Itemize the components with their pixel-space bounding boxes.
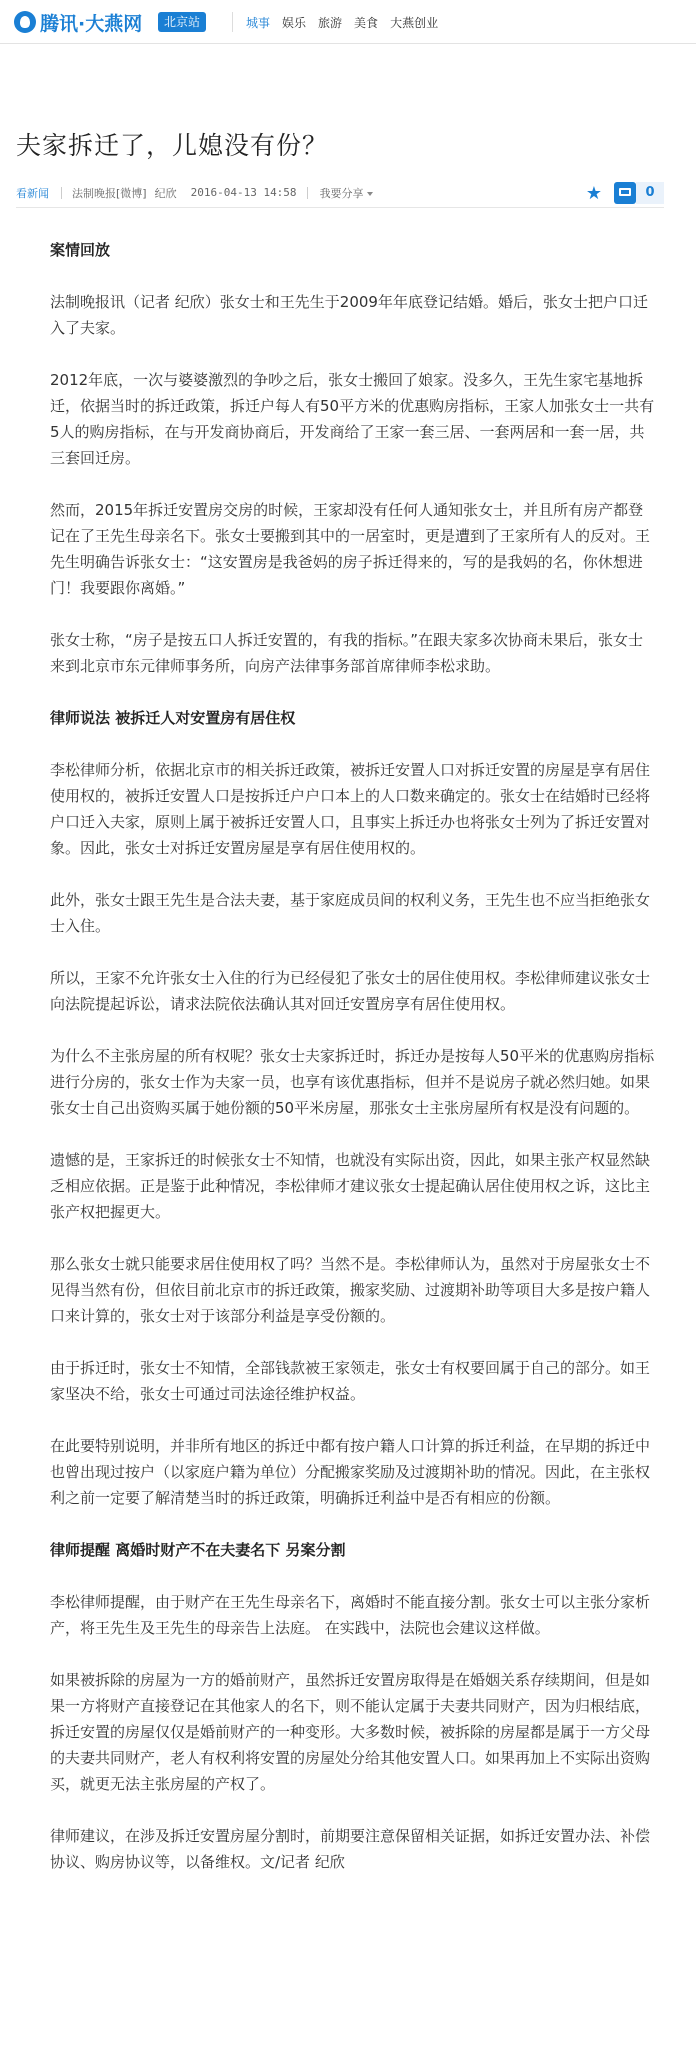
station-badge[interactable]: 北京站 (158, 12, 206, 32)
source-link[interactable]: 法制晚报[微博] (72, 186, 147, 200)
paragraph: 张女士称，“房子是按五口人拆迁安置的，有我的指标。”在跟夫家多次协商未果后，张女士来到北京市东元律师事务所，向房产法律事务部首席律师李松求助。 (50, 631, 644, 675)
paragraph: 遗憾的是，王家拆迁的时候张女士不知情，也就没有实际出资，因此，如果主张产权显然缺乏相应依据。正是鉴于此种情况，李松律师才建议张女士提起确认居住使用权之诉，这比主张产权把握更大。 (50, 1151, 651, 1221)
share-dropdown[interactable]: 我要分享 (320, 185, 373, 201)
paragraph: 法制晚报讯（记者 纪欣）张女士和王先生于2009年年底登记结婚。婚后，张女士把户口迁入了夫家。 (50, 293, 648, 337)
author-name: 纪欣 (154, 186, 177, 200)
section-heading: 律师提醒 离婚时财产不在夫妻名下 另案分割 (50, 1541, 346, 1559)
nav-item-entertainment[interactable]: 娱乐 (282, 16, 307, 30)
meta-actions (586, 178, 664, 208)
paragraph: 律师建议，在涉及拆迁安置房屋分割时，前期要注意保留相关证据，如拆迁安置办法、补偿协议、购房协议等，以备维权。文/记者 纪欣 (50, 1827, 651, 1871)
article-meta (16, 178, 664, 208)
nav-item-food[interactable]: 美食 (354, 16, 379, 30)
paragraph: 如果被拆除的房屋为一方的婚前财产，虽然拆迁安置房取得是在婚姻关系存续期间，但是如果一方将财产直接登记在其他家人的名下，则不能认定属于夫妻共同财产，因为归根结底，拆迁安置的房屋仅仅是婚前财产的一种变形。大多数时候，被拆除的房屋都是属于一方父母的夫妻共同财产，老人有权利将安置的房屋处分给其他安置人口。如果再加上不实际出资购买，就更无法主张房屋的产权了。 (50, 1671, 651, 1793)
section-heading: 案情回放 (50, 241, 111, 259)
star-icon[interactable]: ★ (585, 182, 602, 204)
nav-divider (232, 12, 233, 32)
article-title: 夫家拆迁了，儿媳没有份？ (16, 131, 329, 160)
paragraph: 由于拆迁时，张女士不知情，全部钱款被王家领走，张女士有权要回属于自己的部分。如王家坚决不给，张女士可通过司法途径维护权益。 (50, 1359, 651, 1403)
site-logo[interactable] (14, 9, 142, 35)
channel-link[interactable]: 看新闻 (16, 186, 49, 200)
top-bar (0, 0, 696, 44)
publish-time: 2016-04-13 14:58 (190, 186, 297, 199)
channel-nav (246, 14, 438, 31)
meta-divider (307, 187, 308, 199)
paragraph: 李松律师分析，依据北京市的相关拆迁政策，被拆迁安置人口对拆迁安置的房屋是享有居住使用权的，被拆迁安置人口是按拆迁户户口本上的人口数来确定的。张女士在结婚时已经将户口迁入夫家，原则上属于被拆迁安置人口，且事实上拆迁办也将张女士列为了拆迁安置对象。因此，张女士对拆迁安置房屋是享有居住使用权的。 (50, 761, 651, 857)
meta-divider (61, 187, 62, 199)
nav-item-travel[interactable]: 旅游 (318, 16, 343, 30)
nav-item-startup[interactable]: 大燕创业 (390, 16, 439, 30)
article-body (50, 237, 656, 1901)
paragraph: 那么张女士就只能要求居住使用权了吗？当然不是。李松律师认为，虽然对于房屋张女士不见得当然有份，但依目前北京市的拆迁政策，搬家奖励、过渡期补助等项目大多是按户籍人口来计算的，张女士对于该部分利益是享受份额的。 (50, 1255, 651, 1325)
paragraph: 此外，张女士跟王先生是合法夫妻，基于家庭成员间的权利义务，王先生也不应当拒绝张女士入住。 (50, 891, 651, 935)
paragraph: 2012年底，一次与婆婆激烈的争吵之后，张女士搬回了娘家。没多久，王先生家宅基地拆迁，依据当时的拆迁政策，拆迁户每人有50平方米的优惠购房指标，王家人加张女士一共有5人的购房指标，在与开发商协商后，开发商给了王家一套三居、一套两居和一套一居，共三套回迁房。 (50, 371, 655, 467)
logo-text: 腾讯·大燕网 (40, 12, 143, 35)
paragraph: 所以，王家不允许张女士入住的行为已经侵犯了张女士的居住使用权。李松律师建议张女士向法院提起诉讼，请求法院依法确认其对回迁安置房享有居住使用权。 (50, 969, 651, 1013)
paragraph: 为什么不主张房屋的所有权呢？张女士夫家拆迁时，拆迁办是按每人50平米的优惠购房指标进行分房的，张女士作为夫家一员，也享有该优惠指标，但并不是说房子就必然归她。如果张女士自己出资购买属于她份额的50平米房屋，那张女士主张房屋所有权是没有问题的。 (50, 1047, 655, 1117)
paragraph: 然而，2015年拆迁安置房交房的时候，王家却没有任何人通知张女士，并且所有房产都登记在了王先生母亲名下。张女士要搬到其中的一居室时，更是遭到了王家所有人的反对。王先生明确告诉张女士：“这安置房是我爸妈的房子拆迁得来的，写的是我妈的名，你休想进门！我要跟你离婚。” (50, 501, 651, 597)
comment-count[interactable]: 0 (636, 182, 664, 204)
paragraph: 在此要特别说明，并非所有地区的拆迁中都有按户籍人口计算的拆迁利益，在早期的拆迁中也曾出现过按户（以家庭户籍为单位）分配搬家奖励及过渡期补助的情况。因此，在主张权利之前一定要了解清楚当时的拆迁政策，明确拆迁利益中是否有相应的份额。 (50, 1437, 651, 1507)
paragraph: 李松律师提醒，由于财产在王先生母亲名下，离婚时不能直接分割。张女士可以主张分家析产，将王先生及王先生的母亲告上法庭。 在实践中，法院也会建议这样做。 (50, 1593, 651, 1637)
comment-icon[interactable] (614, 182, 636, 204)
section-heading: 律师说法 被拆迁人对安置房有居住权 (50, 709, 296, 727)
penguin-icon (14, 11, 36, 33)
nav-item-city[interactable]: 城事 (246, 16, 271, 30)
